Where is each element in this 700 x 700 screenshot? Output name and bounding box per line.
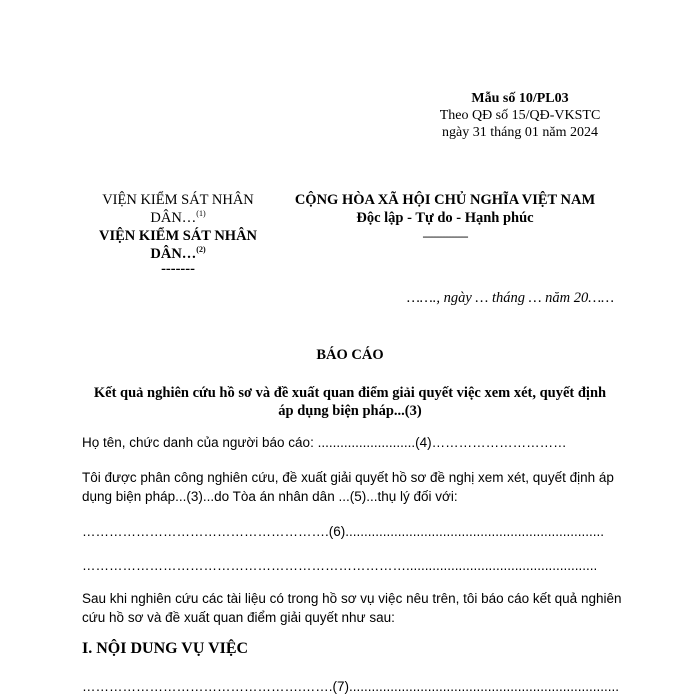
agency-name-2-cont: DÂN…$^{(2)}$ (150, 245, 206, 262)
nation-motto: Độc lập - Tự do - Hạnh phúc (356, 210, 534, 226)
form-number: Mẫu số 10/PL03 (471, 91, 569, 106)
section-heading-1: I. NỘI DUNG VỤ VIỆC (82, 640, 249, 657)
footnote-1: (1) (196, 209, 206, 219)
form-decision-ref: Theo QĐ số 15/QĐ-VKSTC (439, 108, 601, 123)
agency-divider: ------- (161, 261, 195, 277)
reporter-line: Họ tên, chức danh của người báo cáo: ..........................(4)………………………… (82, 435, 567, 450)
assignment-paragraph: Tôi được phân công nghiên cứu, đề xuất giải quyết hồ sơ đề nghị xem xét, quyết định áp dụng biện pháp...(3)...do Tòa án nhân dân ...(5)...thụ lý đối với: (82, 470, 614, 504)
conclusion-paragraph: Sau khi nghiên cứu các tài liệu có trong hồ sơ vụ việc nêu trên, tôi báo cáo kết quả nghiên cứu hồ sơ và đề xuất quan điểm giải quyết như sau: (82, 591, 622, 625)
subtitle-line-1: Kết quả nghiên cứu hồ sơ và đề xuất quan điểm giải quyết việc xem xét, quyết định (93, 385, 607, 401)
agency-name-2: VIỆN KIỂM SÁT NHÂN (98, 228, 258, 244)
fill-line-6b: ………………………………………………………………................................................... (82, 558, 598, 573)
agency-name-1: VIỆN KIỂM SÁT NHÂN (102, 192, 254, 208)
nation-divider: --------------- (422, 229, 468, 243)
subtitle-line-2: áp dụng biện pháp...(3) (278, 403, 422, 419)
document-title: BÁO CÁO (316, 347, 384, 363)
form-decision-date: ngày 31 tháng 01 năm 2024 (442, 125, 598, 140)
footnote-2: (2) (196, 245, 206, 255)
fill-line-7: ………………………………………….…….(7)........................................................................ (82, 679, 620, 694)
document-subtitle (80, 384, 620, 420)
nation-name: CỘNG HÒA XÃ HỘI CHỦ NGHĨA VIỆT NAM (294, 192, 596, 208)
agency-name-1-cont: DÂN…$^{(1)}$ (150, 209, 206, 226)
fill-line-6: ……………………………………………….(6)..................................................................... (82, 524, 605, 539)
agency-block (78, 191, 278, 275)
date-line: ……., ngày … tháng … năm 20…… (406, 290, 614, 306)
national-header (270, 191, 620, 245)
form-code-block (420, 90, 620, 141)
